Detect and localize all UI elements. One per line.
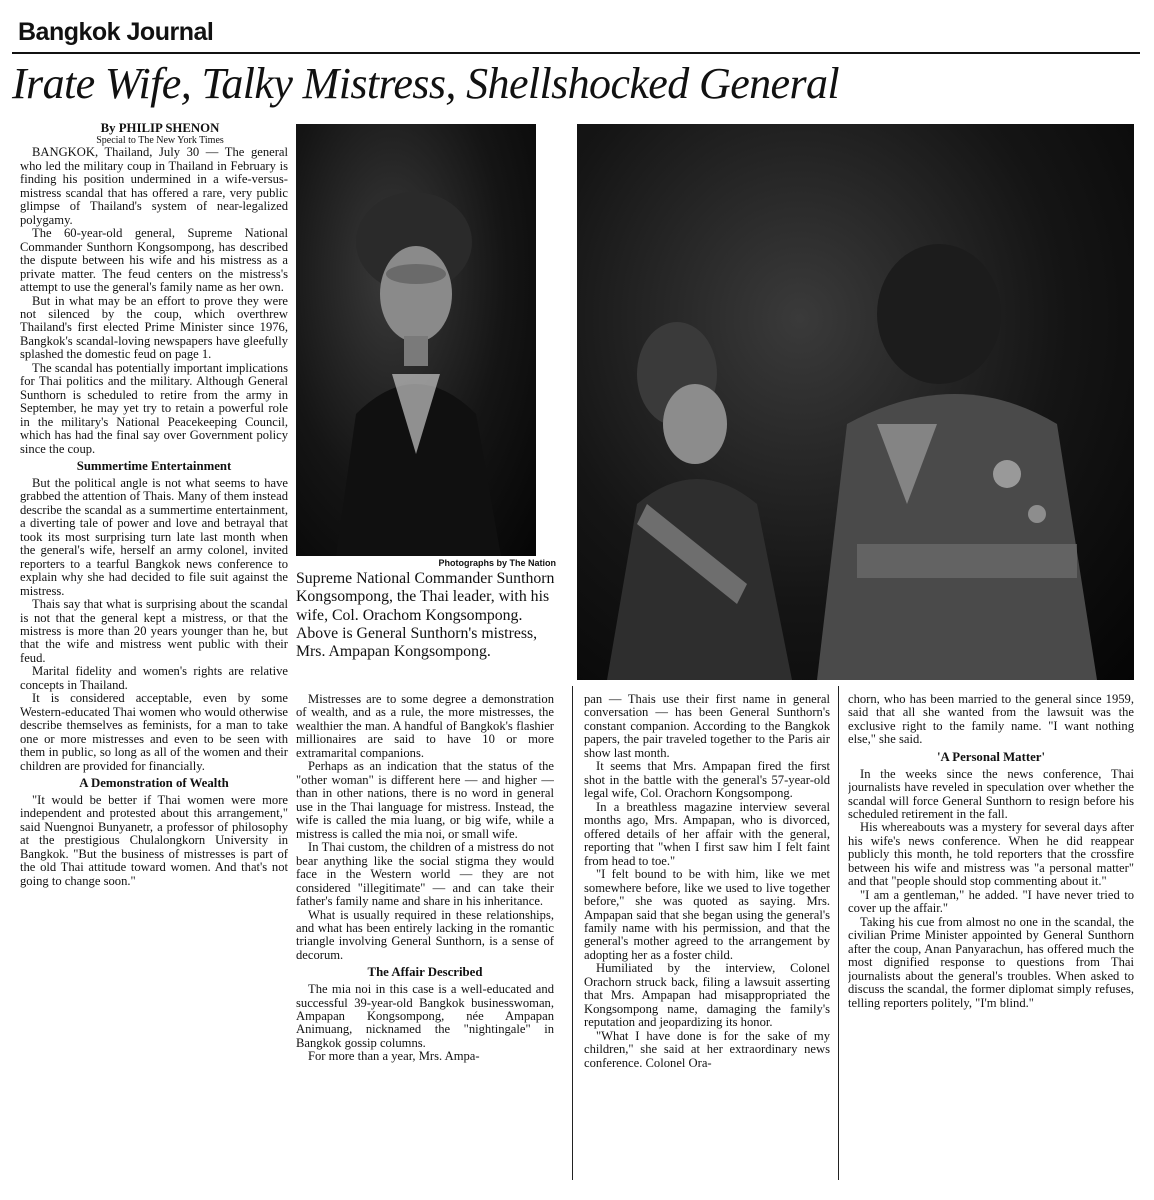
paragraph: "It would be better if Thai women were more independent and protested about this arrangement," said Nuengnoi Bunyanetr, a professor of philosophy at the prestigious Chulalongkorn University in Bangkok. "But the business of mistresses is part of the old Thai attitude toward women. And that's not going to change soon."	[20, 792, 288, 888]
paragraph: BANGKOK, Thailand, July 30 — The general who led the military coup in Thailand in February is finding his position undermined in a wife-versus-mistress scandal that has offered a rare, very public glimpse of Thailand's system of near-legalized polygamy.	[20, 145, 288, 227]
paragraph: "I felt bound to be with him, like we met somewhere before, like we used to live together before," she was quoted as saying. Mrs. Ampapan said that she began using the general's family name with his permission, and that the general's mother agreed to the arrangement by adopting her as a foster child.	[584, 867, 830, 962]
column-rule	[572, 686, 573, 1180]
couple-illustration	[577, 124, 1134, 680]
article-column-1	[20, 122, 288, 1182]
service-line: Special to The New York Times	[96, 134, 224, 146]
paragraph: His whereabouts was a mystery for several days after his wife's news conference. When he did reappear publicly this month, he told reporters that the crossfire between his wife and mistress was "a personal matter" and that "people should stop commenting about it."	[848, 820, 1134, 889]
paragraph: But the political angle is not what seems to have grabbed the attention of Thais. Many of them instead describe the scandal as a summertime entertainment, a diverting tale of power and love and betrayal that took its most surprising turn late last month when the general's wife, herself an army colonel, invited reporters to a tearful Bangkok news conference to explain why she had decided to file suit against the mistress.	[20, 475, 288, 598]
paragraph: Mistresses are to some degree a demonstration of wealth, and as a rule, the more mistresses, the wealthier the man. A handful of Bangkok's flashier millionaires are said to have 10 or more extramarital companions.	[296, 693, 554, 760]
paragraph: It is considered acceptable, even by some Western-educated Thai women who would otherwise describe themselves as feminists, for a man to take one or more mistresses and even to be seen with them in public, so long as all of the women and their children are provided for financially.	[20, 691, 288, 773]
photo-mistress-portrait	[296, 124, 536, 556]
paragraph: In Thai custom, the children of a mistress do not bear anything like the social stigma they would face in the Western world — they are not considered "illegitimate" — and can take their father's family name and share in his inheritance.	[296, 840, 554, 909]
section-label: Bangkok Journal	[18, 18, 214, 46]
paragraph: chorn, who has been married to the general since 1959, said that all she wanted from the lawsuit was the exclusive right to the family name. "I want nothing else," she said.	[848, 693, 1134, 747]
byline: By PHILIP SHENON	[100, 122, 220, 135]
paragraph: pan — Thais use their first name in general conversation — has been General Sunthorn's constant companion. According to the Bangkok papers, the pair traveled together to the Paris air show last month.	[584, 693, 830, 760]
paragraph: It seems that Mrs. Ampapan fired the first shot in the battle with the general's 57-year-old legal wife, Col. Orachorn Kongsompong.	[584, 759, 830, 801]
paragraph: In the weeks since the news conference, Thai journalists have reveled in speculation over whether the scandal will force General Sunthorn to resign before his scheduled retirement in the fall.	[848, 766, 1134, 821]
photo-general-and-wife	[577, 124, 1134, 680]
paragraph: Taking his cue from almost no one in the scandal, the civilian Prime Minister appointed by General Sunthorn after the coup, Anan Panyarachun, has offered much the most dignified response to questions from Thai journalists about the general's troubles. When asked to discuss the scandal, the former diplomat simply refuses, telling reporters politely, "I'm blind."	[848, 914, 1134, 1010]
subheading: The Affair Described	[367, 965, 483, 980]
paragraph: Thais say that what is surprising about the scandal is not that the general kept a mistress, or that the mistress is more than 20 years younger than he, but that the wife and mistress went public with their feud.	[20, 597, 288, 665]
column-rule	[838, 686, 839, 1180]
paragraph: What is usually required in these relationships, and what has been entirely lacking in the romantic triangle involving General Sunthorn, is a sense of decorum.	[296, 907, 554, 962]
paragraph: In a breathless magazine interview several months ago, Mrs. Ampapan, who is divorced, offered details of her affair with the general, reporting that "when I first saw him I felt faint from head to toe."	[584, 799, 830, 868]
subheading: 'A Personal Matter'	[936, 749, 1046, 764]
paragraph: "I am a gentleman," he added. "I have never tried to cover up the affair."	[848, 887, 1134, 916]
article-column-3	[584, 693, 830, 1183]
subheading: Summertime Entertainment	[76, 459, 232, 474]
article-column-4	[848, 693, 1134, 1183]
paragraph: Marital fidelity and women's rights are relative concepts in Thailand.	[20, 664, 288, 692]
paragraph: Perhaps as an indication that the status of the "other woman" is different here — and higher — than in other nations, there is no word in general use in the Thai language for mistress. Instead, the wife is called the mia luang, or big wife, while a mistress is called the mia noi, or small wife.	[296, 759, 554, 841]
headline: Irate Wife, Talky Mistress, Shellshocked General	[12, 59, 840, 108]
article-column-2	[296, 693, 554, 1183]
photo-credit: Photographs by The Nation	[438, 558, 556, 568]
paragraph: "What I have done is for the sake of my children," she said at her extraordinary news conference. Colonel Ora-	[584, 1028, 830, 1070]
paragraph: Humiliated by the interview, Colonel Orachorn struck back, filing a lawsuit asserting that Mrs. Ampapan had misappropriated the Kongsompong name, damaging the family's reputation and jeopardizing its honor.	[584, 961, 830, 1030]
paragraph: But in what may be an effort to prove they were not silenced by the coup, which overthrew Thailand's first elected Prime Minister since 1976, Bangkok's scandal-loving newspapers have gleefully splashed the domestic feud on page 1.	[20, 293, 288, 362]
photo-caption: Supreme National Commander Sunthorn Kongsompong, the Thai leader, with his wife, Col. Orachom Kongsompong. Above is General Sunthorn's mistress, Mrs. Ampapan Kongsompong.	[296, 570, 555, 661]
subheading: A Demonstration of Wealth	[79, 776, 229, 791]
portrait-illustration	[296, 124, 536, 556]
header-rule	[12, 52, 1140, 54]
paragraph: The 60-year-old general, Supreme National Commander Sunthorn Kongsompong, has described the dispute between his wife and his mistress as a private matter. The feud centers on the mistress's attempt to use the general's family name as her own.	[20, 226, 288, 295]
paragraph: The mia noi in this case is a well-educated and successful 39-year-old Bangkok businesswoman, Ampapan Kongsompong, née Ampapan Animuang, nicknamed the "nightingale" in Bangkok gossip columns.	[296, 982, 554, 1050]
paragraph: The scandal has potentially important implications for Thai politics and the military. Although General Sunthorn is scheduled to retire from the army in September, he may yet try to retain a powerful role in the military's National Peacekeeping Council, which has had the final say over Government policy since the coup.	[20, 360, 288, 456]
paragraph: For more than a year, Mrs. Ampa-	[308, 1049, 480, 1064]
